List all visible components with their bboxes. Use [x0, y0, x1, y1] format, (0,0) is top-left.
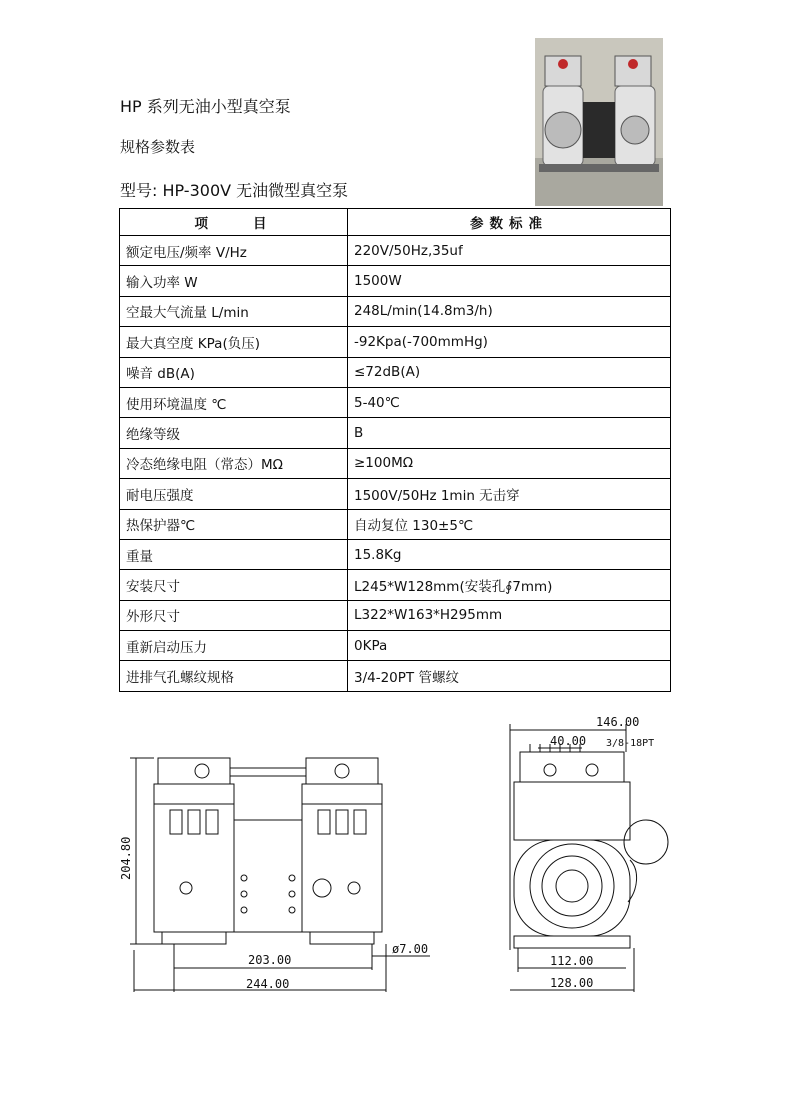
row-label: 耐电压强度 [120, 479, 348, 509]
row-value: 0KPa [348, 631, 671, 661]
table-row [120, 661, 671, 691]
row-label: 外形尺寸 [120, 600, 348, 630]
row-value: 5-40℃ [348, 387, 671, 417]
technical-drawing [110, 710, 690, 1010]
row-label: 空最大气流量 L/min [120, 296, 348, 326]
row-label: 使用环境温度 ℃ [120, 387, 348, 417]
row-label: 冷态绝缘电阻（常态）MΩ [120, 448, 348, 478]
spec-table [119, 208, 671, 692]
table-row [120, 479, 671, 509]
front-inner-dim-label: 203.00 [248, 953, 292, 967]
pump-photo [535, 38, 663, 206]
table-row [120, 539, 671, 569]
header-item: 项 目 [120, 209, 348, 236]
table-row [120, 418, 671, 448]
model-title: 型号: HP-300V 无油微型真空泵 [120, 181, 349, 200]
row-value: 15.8Kg [348, 539, 671, 569]
row-label: 安装尺寸 [120, 570, 348, 600]
row-value: 3/4-20PT 管螺纹 [348, 661, 671, 691]
row-value: 自动复位 130±5℃ [348, 509, 671, 539]
row-value: ≥100MΩ [348, 448, 671, 478]
row-label: 最大真空度 KPa(负压) [120, 327, 348, 357]
row-label: 额定电压/频率 V/Hz [120, 236, 348, 266]
side-outer-dim-label: 128.00 [550, 976, 594, 990]
hole-dim-label: ø7.00 [392, 942, 429, 956]
table-header-row [120, 209, 671, 236]
row-value: L322*W163*H295mm [348, 600, 671, 630]
row-label: 重量 [120, 539, 348, 569]
row-value: 248L/min(14.8m3/h) [348, 296, 671, 326]
thread-label: 3/8-18PT [606, 738, 655, 749]
row-value: 220V/50Hz,35uf [348, 236, 671, 266]
side-inner-dim-label: 112.00 [550, 954, 594, 968]
row-label: 绝缘等级 [120, 418, 348, 448]
row-label: 输入功率 W [120, 266, 348, 296]
spec-subtitle: 规格参数表 [120, 138, 196, 156]
table-row [120, 357, 671, 387]
row-value: L245*W128mm(安装孔∮7mm) [348, 570, 671, 600]
side-top-dim-label: 146.00 [596, 715, 640, 729]
row-value: ≤72dB(A) [348, 357, 671, 387]
row-value: 1500V/50Hz 1min 无击穿 [348, 479, 671, 509]
header-standard: 参数标准 [348, 209, 671, 236]
row-label: 噪音 dB(A) [120, 357, 348, 387]
row-label: 热保护器℃ [120, 509, 348, 539]
row-label: 重新启动压力 [120, 631, 348, 661]
table-row [120, 266, 671, 296]
table-row [120, 296, 671, 326]
side-port-dim-label: 40.00 [550, 734, 587, 748]
table-row [120, 387, 671, 417]
row-value: -92Kpa(-700mmHg) [348, 327, 671, 357]
table-row [120, 236, 671, 266]
row-label: 进排气孔螺纹规格 [120, 661, 348, 691]
table-row [120, 631, 671, 661]
table-row [120, 600, 671, 630]
table-row [120, 448, 671, 478]
front-outer-dim-label: 244.00 [246, 977, 290, 991]
table-row [120, 509, 671, 539]
side-view [510, 724, 668, 992]
height-dim-label: 204.80 [119, 836, 133, 880]
row-value: 1500W [348, 266, 671, 296]
table-row [120, 570, 671, 600]
series-title: HP 系列无油小型真空泵 [120, 97, 291, 116]
table-row [120, 327, 671, 357]
row-value: B [348, 418, 671, 448]
